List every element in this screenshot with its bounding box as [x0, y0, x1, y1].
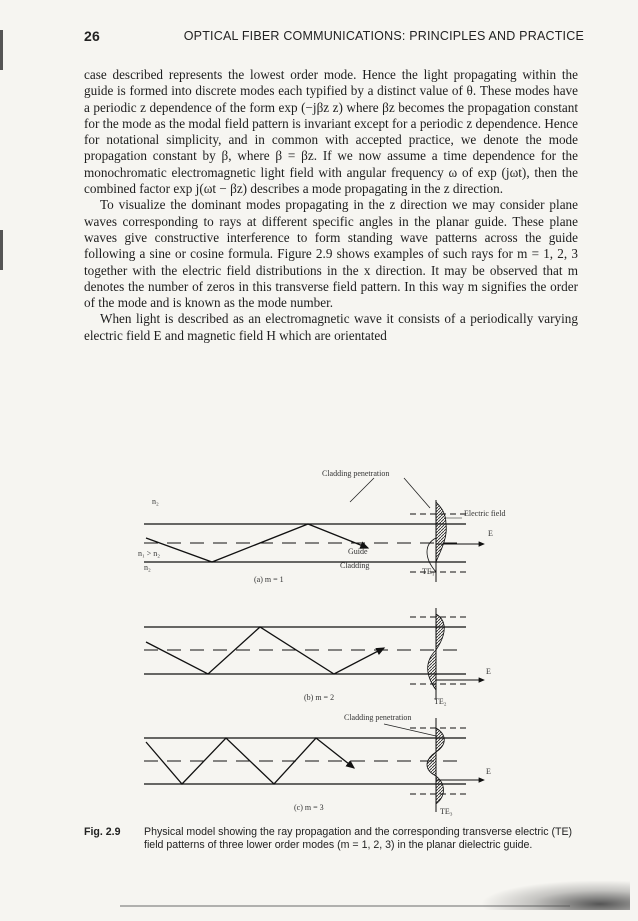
panel-c-label: (c) m = 3 [294, 803, 324, 812]
figure-2-9 [84, 462, 584, 832]
panel-c [144, 713, 491, 816]
field-distribution-te1 [436, 502, 446, 562]
e-label: E [488, 529, 493, 538]
paragraph: case described represents the lowest order mode. Hence the light propagating within the guide is formed into discrete modes each typified by a distinct value of θ. These modes have a periodic z dependence of the form exp (−jβz z) where βz becomes the propagation constant for the mode as the modal field pattern is invariant except for a periodic z dependence. Hence for notational simplicity, and in common with accepted practice, we denote the mode propagation constant by β, where β = βz. If we now assume a time dependence for the monochromatic electromagnetic light field with angular frequency ω of exp (jωt), then the combined factor exp j(ωt − βz) describes a mode propagating in the z direction. [84, 67, 578, 197]
field-lobe-2 [427, 752, 436, 776]
panel-b [144, 608, 491, 706]
scan-edge-mark [0, 230, 3, 270]
e-label: E [486, 667, 491, 676]
e-label: E [486, 767, 491, 776]
panel-a-label: (a) m = 1 [254, 575, 284, 584]
cladding-label: Cladding [340, 561, 370, 570]
page-number: 26 [84, 28, 100, 44]
mode-diagram [84, 462, 584, 832]
caption-label: Fig. 2.9 [84, 826, 121, 838]
te1-label: TE₁ [422, 567, 435, 576]
n1-gt-n2-label: n₁ > n₂ [138, 549, 161, 558]
panel-a [138, 469, 506, 584]
field-lobe-positive [436, 614, 444, 650]
leader-line [350, 478, 374, 502]
figure-caption [84, 826, 584, 852]
scan-edge-mark [0, 30, 3, 70]
cladding-penetration-label: Cladding penetration [322, 469, 390, 478]
field-lobe-negative [428, 650, 436, 690]
ray-path [146, 627, 384, 674]
leader-line [404, 478, 430, 508]
electric-field-label: Electric field [464, 509, 506, 518]
te3-label: TE₃ [440, 807, 453, 816]
guide-label: Guide [348, 547, 368, 556]
cladding-penetration-label: Cladding penetration [344, 713, 412, 722]
page-header [84, 28, 584, 48]
running-title: OPTICAL FIBER COMMUNICATIONS: PRINCIPLES AND PRACTICE [183, 29, 584, 43]
paragraph: To visualize the dominant modes propagating in the z direction we may consider plane waves corresponding to rays at different specific angles in the planar guide. These plane waves give constructive interference to form standing wave patterns across the guide following a sine or cosine formula. Figure 2.9 shows examples of such rays for m = 1, 2, 3 together with the electric field distributions in the x direction. It may be observed that m denotes the number of zeros in this transverse field pattern. In this way m signifies the order of the mode and is known as the mode number. [84, 197, 578, 311]
te2-label: TE₂ [434, 697, 447, 706]
caption-text: Physical model showing the ray propagation and the corresponding transverse electric (TE) field patterns of three lower order modes (m = 1, 2, 3) in the planar dielectric guide. [144, 826, 573, 851]
panel-b-label: (b) m = 2 [304, 693, 335, 702]
body-text [84, 67, 578, 344]
n2-bottom-label: n₂ [144, 563, 151, 572]
scan-artifact-smudge [480, 880, 630, 910]
paragraph: When light is described as an electromagnetic wave it consists of a periodically varying electric field E and magnetic field H which are orientated [84, 311, 578, 343]
leader-line [384, 724, 436, 736]
n2-top-label: n₂ [152, 497, 159, 506]
field-lobe-1 [436, 728, 444, 752]
